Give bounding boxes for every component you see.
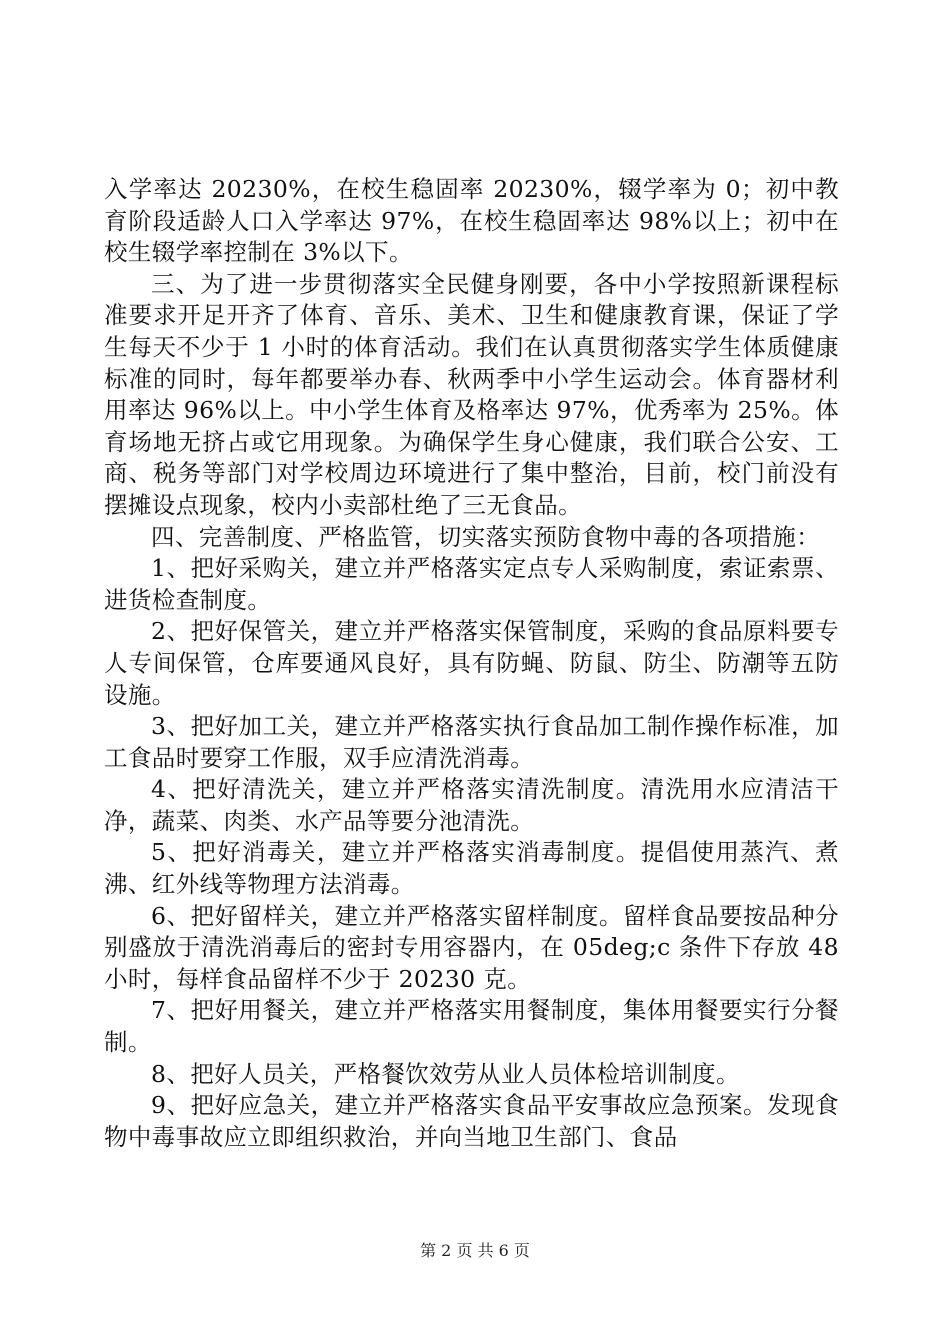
paragraph-item-4: 4、把好清洗关，建立并严格落实清洗制度。清洗用水应清洁干净，蔬菜、肉类、水产品等要分池清洗。 — [104, 775, 839, 835]
paragraph-section-three: 三、为了进一步贯彻落实全民健身刚要，各中小学按照新课程标准要求开足开齐了体育、音乐、美术、卫生和健康教育课，保证了学生每天不少于 1 小时的体育活动。我们在认真贯彻落实学生体质健康标准的同时，每年都要举办春、秋两季中小学生运动会。体育器材利用率达 96%以上。中小学生体育及格率达 97%，优秀率为 25%。体育场地无挤占或它用现象。为确保学生身心健康，我们联合公安、工商、税务等部门对学校周边环境进行了集中整治，目前，校门前没有摆摊设点现象，校内小卖部杜绝了三无食品。 — [104, 269, 839, 519]
paragraph-section-four: 四、完善制度、严格监管，切实落实预防食物中毒的各项措施： — [151, 522, 821, 551]
paragraph-enrollment-rates: 入学率达 20230%，在校生稳固率 20230%，辍学率为 0；初中教育阶段适龄人口入学率达 97%，在校生稳固率达 98%以上；初中在校生辍学率控制在 3%以下。 — [104, 175, 839, 267]
paragraph-item-1: 1、把好采购关，建立并严格落实定点专人采购制度，索证索票、进货检查制度。 — [104, 554, 839, 614]
paragraph-item-6: 6、把好留样关，建立并严格落实留样制度。留样食品要按品种分别盛放于清洗消毒后的密封专用容器内，在 05deg;c 条件下存放 48 小时，每样食品留样不少于 20230 克。 — [104, 901, 839, 993]
paragraph-item-2: 2、把好保管关，建立并严格落实保管制度，采购的食品原料要专人专间保管，仓库要通风良好，具有防蝇、防鼠、防尘、防潮等五防设施。 — [104, 617, 839, 709]
paragraph-item-7: 7、把好用餐关，建立并严格落实用餐制度，集体用餐要实行分餐制。 — [104, 996, 839, 1057]
paragraph-item-9: 9、把好应急关，建立并严格落实食品平安事故应急预案。发现食物中毒事故应立即组织救治，并向当地卫生部门、食品 — [104, 1091, 839, 1151]
paragraph-item-8: 8、把好人员关，严格餐饮效劳从业人员体检培训制度。 — [151, 1059, 740, 1088]
paragraph-item-3: 3、把好加工关，建立并严格落实执行食品加工制作操作标准，加工食品时要穿工作服，双手应清洗消毒。 — [104, 712, 839, 772]
document-body — [104, 174, 839, 1153]
page-number-footer: 第 2 页 共 6 页 — [420, 1241, 530, 1260]
paragraph-item-5: 5、把好消毒关，建立并严格落实消毒制度。提倡使用蒸汽、煮沸、红外线等物理方法消毒。 — [104, 838, 839, 899]
